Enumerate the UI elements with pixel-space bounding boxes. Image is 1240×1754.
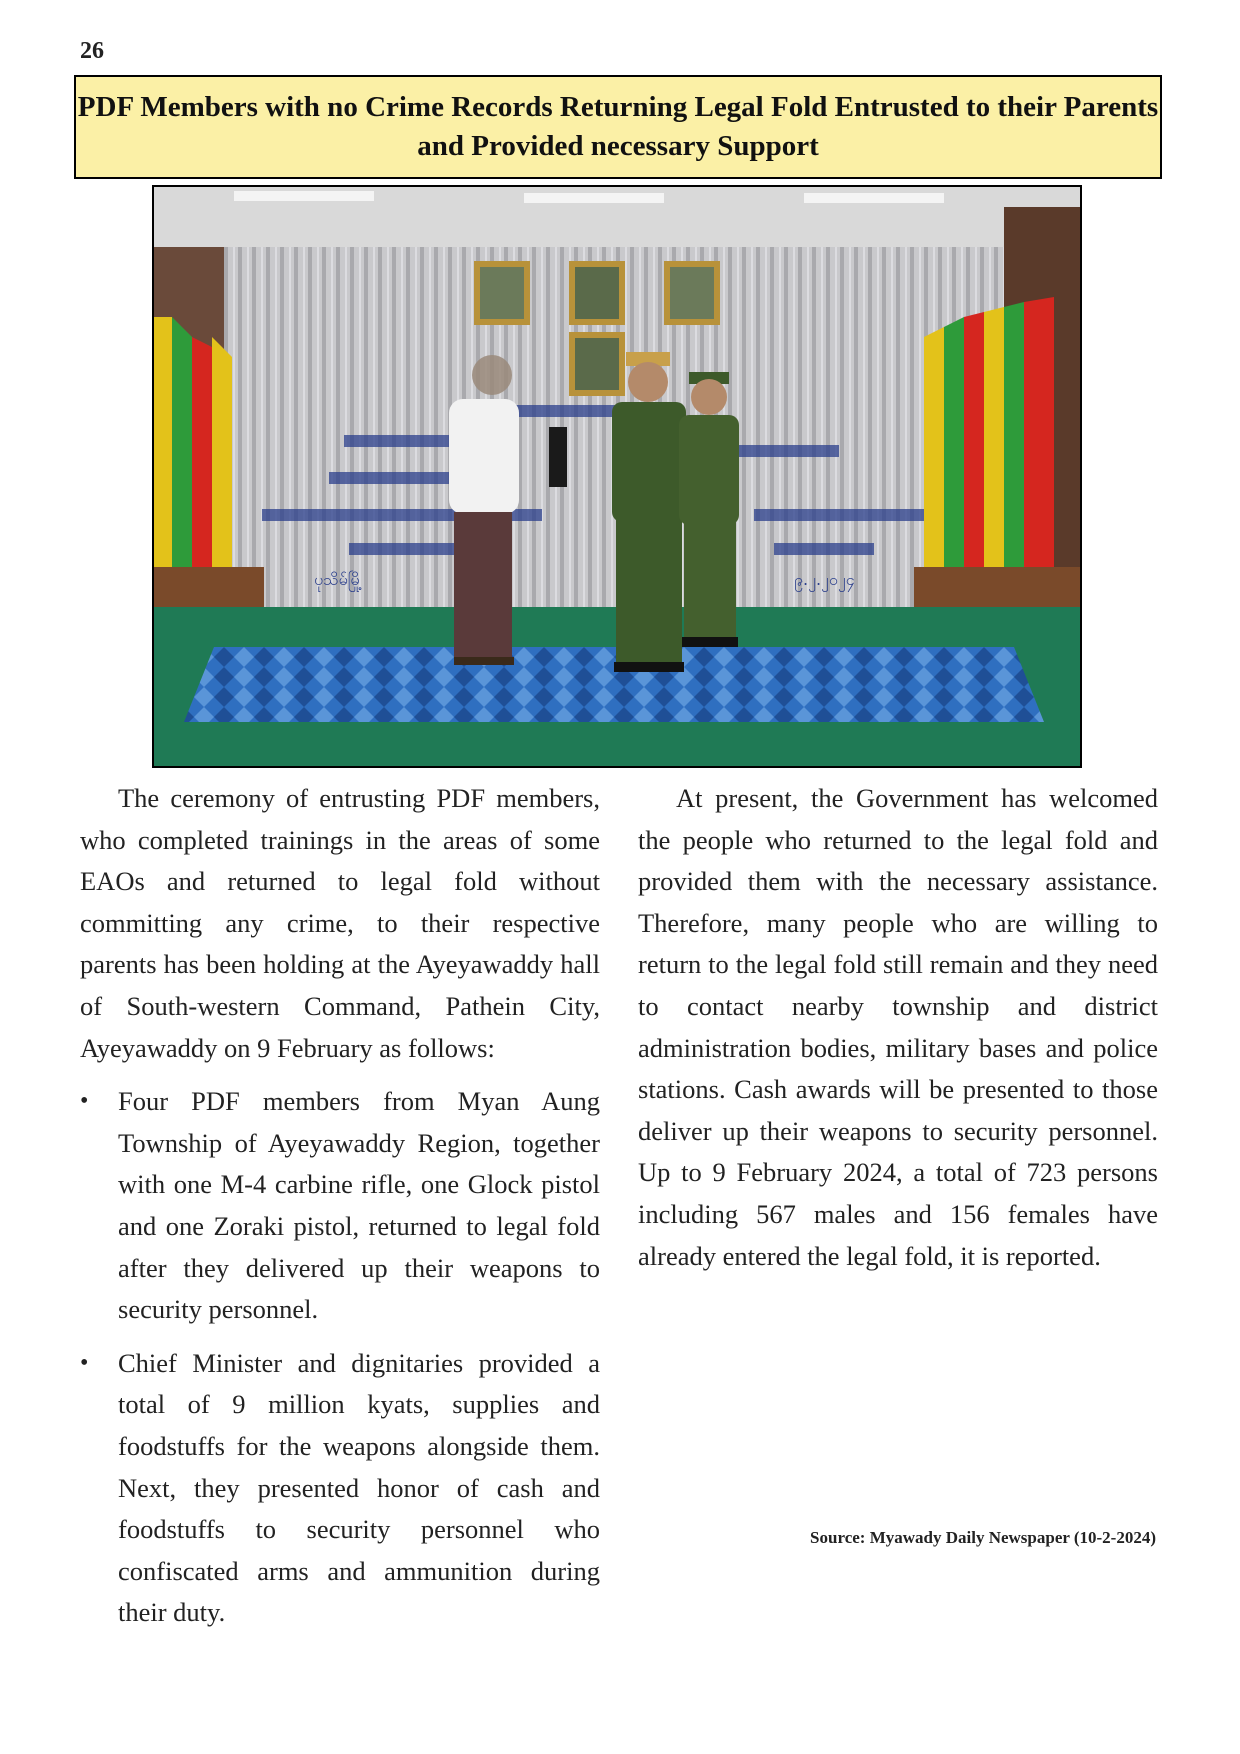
- bullet-dot-icon: •: [80, 1349, 89, 1376]
- bullet-item: [80, 1081, 600, 1331]
- banner-city-text: ပုသိမ်မြို့: [314, 570, 363, 589]
- page-number: 26: [80, 38, 104, 64]
- intro-paragraph: The ceremony of entrusting PDF members, who completed trainings in the areas of some EAOs and returned to legal fold without committing any crime, to their respective parents has been holding at the Ayeyawaddy hall of South-western Command, Pathein City, Ayeyawaddy on 9 February as follows:: [80, 783, 600, 1063]
- source-credit: Source: Myawady Daily Newspaper (10-2-2024): [810, 1528, 1156, 1547]
- right-paragraph: At present, the Government has welcomed the people who returned to the legal fold and provided them with the necessary assistance. Therefore, many people who are willing to return to the legal fold still remain and they need to contact nearby township and district administration bodies, military bases and police stations. Cash awards will be presented to those deliver up their weapons to security personnel. Up to 9 February 2024, a total of 723 persons including 567 males and 156 females have already entered the legal fold, it is reported.: [638, 783, 1158, 1271]
- bullet-text: Four PDF members from Myan Aung Township of Ayeyawaddy Region, together with one M-4 carbine rifle, one Glock pistol and one Zoraki pistol, returned to legal fold after they delivered up their weapons to security personnel.: [118, 1086, 600, 1325]
- left-column: [80, 778, 600, 1646]
- ceremony-photo: [152, 185, 1082, 768]
- bullet-dot-icon: •: [80, 1088, 89, 1115]
- right-column: [638, 778, 1158, 1277]
- bullet-list: [80, 1081, 600, 1634]
- bullet-item: [80, 1343, 600, 1634]
- banner-date-text: ၉.၂.၂၀၂၄: [794, 570, 855, 589]
- bullet-text: Chief Minister and dignitaries provided a total of 9 million kyats, supplies and foodstuffs for the weapons alongside them. Next, they presented honor of cash and foodstuffs to security personnel who confiscated arms and ammunition during their duty.: [118, 1347, 600, 1628]
- headline-box: [74, 75, 1162, 179]
- headline: PDF Members with no Crime Records Returning Legal Fold Entrusted to their Parents and Provided necessary Support: [77, 91, 1159, 162]
